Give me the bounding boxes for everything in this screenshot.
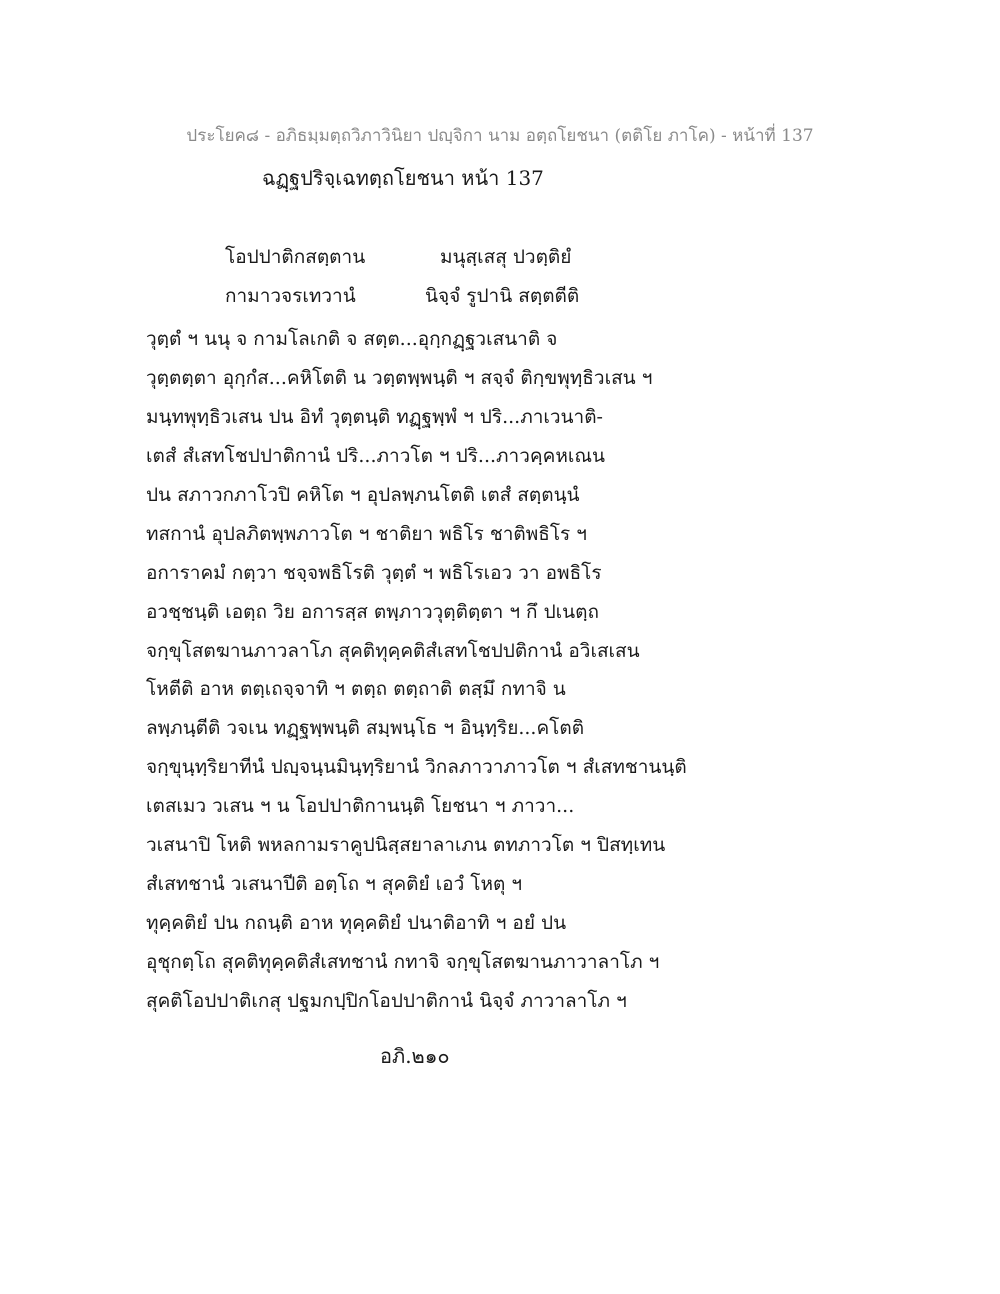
body-line: วุตฺตตฺตา อุกฺกํส...คหิโตติ น วตฺตพฺพนฺติ ฯ สจฺจํ ติกฺขพุทฺธิวเสน ฯ [146, 366, 653, 389]
page-marker: อภิ.๒๑๐ [380, 1044, 450, 1068]
body-line: ลพฺภนฺตีติ วจเน ทฏฺฐพฺพนฺติ สมฺพนฺโธ ฯ อินฺทฺริย...คโตติ [146, 717, 585, 740]
verse-line [225, 242, 572, 272]
verse-second-half: มนุสฺเสสุ ปวตฺติยํ [440, 246, 572, 268]
body-line: จกฺขุนฺทฺริยาทีนํ ปญฺจนฺนมินฺทฺริยานํ วิกลภาวาภาวโต ฯ สํเสทชานนฺติ [146, 756, 687, 779]
body-line: มนฺทพุทฺธิวเสน ปน อิทํ วุตฺตนฺติ ทฏฺฐพฺพํ ฯ ปริ...ภาเวนาติ- [146, 405, 603, 428]
body-text [146, 320, 846, 1021]
verse-line [225, 281, 580, 311]
body-line: อการาคมํ กตฺวา ชจฺจพธิโรติ วุตฺตํ ฯ พธิโรเอว วา อพธิโร [146, 561, 602, 584]
body-line: ปน สภาวกภาโวปิ คหิโต ฯ อุปลพฺภนโตติ เตสํ สตฺตนฺนํ [146, 483, 580, 506]
verse-first-half: กามาวจรเทวานํ [225, 285, 356, 307]
running-header: ประโยค๘ - อภิธมฺมตฺถวิภาวินิยา ปญฺจิกา นาม อตฺถโยชนา (ตติโย ภาโค) - หน้าที่ 137 [186, 126, 814, 146]
body-line: สุคติโอปปาติเกสุ ปฐมกปฺปิกโอปปาติกานํ นิจฺจํ ภาวาลาโภ ฯ [146, 989, 627, 1012]
body-line: วเสนาปิ โหติ พหลกามราคูปนิสฺสยาลาเภน ตทภาวโต ฯ ปิสทฺเทน [146, 834, 666, 857]
body-line: อุชุกตฺโถ สุคติทุคฺคติสํเสทชานํ กทาจิ จกฺขุโสตฆานภาวาลาโภ ฯ [146, 951, 660, 973]
verse-second-half: นิจฺจํ รูปานิ สตฺตตีติ [425, 285, 580, 307]
section-title: ฉฏฺฐปริจฺเฉทตฺถโยชนา หน้า 137 [262, 166, 544, 190]
body-line: เตสํ สํเสทโชปปาติกานํ ปริ...ภาวโต ฯ ปริ...ภาวคฺคหเณน [146, 444, 605, 467]
body-line: ทุคฺคติยํ ปน กถนฺติ อาห ทุคฺคติยํ ปนาติอาทิ ฯ อยํ ปน [146, 912, 567, 935]
body-line: สํเสทชานํ วเสนาปีติ อตฺโถ ฯ สุคติยํ เอวํ โหตุ ฯ [146, 873, 523, 896]
body-line: วุตฺตํ ฯ นนุ จ กามโลเกติ จ สตฺต...อุกฺกฏฺฐวเสนาติ จ [146, 328, 558, 350]
body-line: อวชฺชนฺติ เอตฺถ วิย อการสฺส ตพฺภาววุตฺติตฺตา ฯ กึ ปเนตฺถ [146, 600, 599, 623]
verse-first-half: โอปปาติกสตฺตาน [225, 246, 366, 268]
body-line: จกฺขุโสตฆานภาวลาโภ สุคติทุคฺคติสํเสทโชปปติกานํ อวิเสเสน [146, 639, 640, 662]
body-line: ทสกานํ อุปลภิตพฺพภาวโต ฯ ชาติยา พธิโร ชาติพธิโร ฯ [146, 522, 587, 545]
body-line: โหตีติ อาห ตตฺเถจฺจาทิ ฯ ตตฺถ ตตฺถาติ ตสฺมึ กทาจิ น [146, 678, 566, 701]
body-line: เตสเมว วเสน ฯ น โอปปาติกานนฺติ โยชนา ฯ ภาวา... [146, 795, 575, 818]
